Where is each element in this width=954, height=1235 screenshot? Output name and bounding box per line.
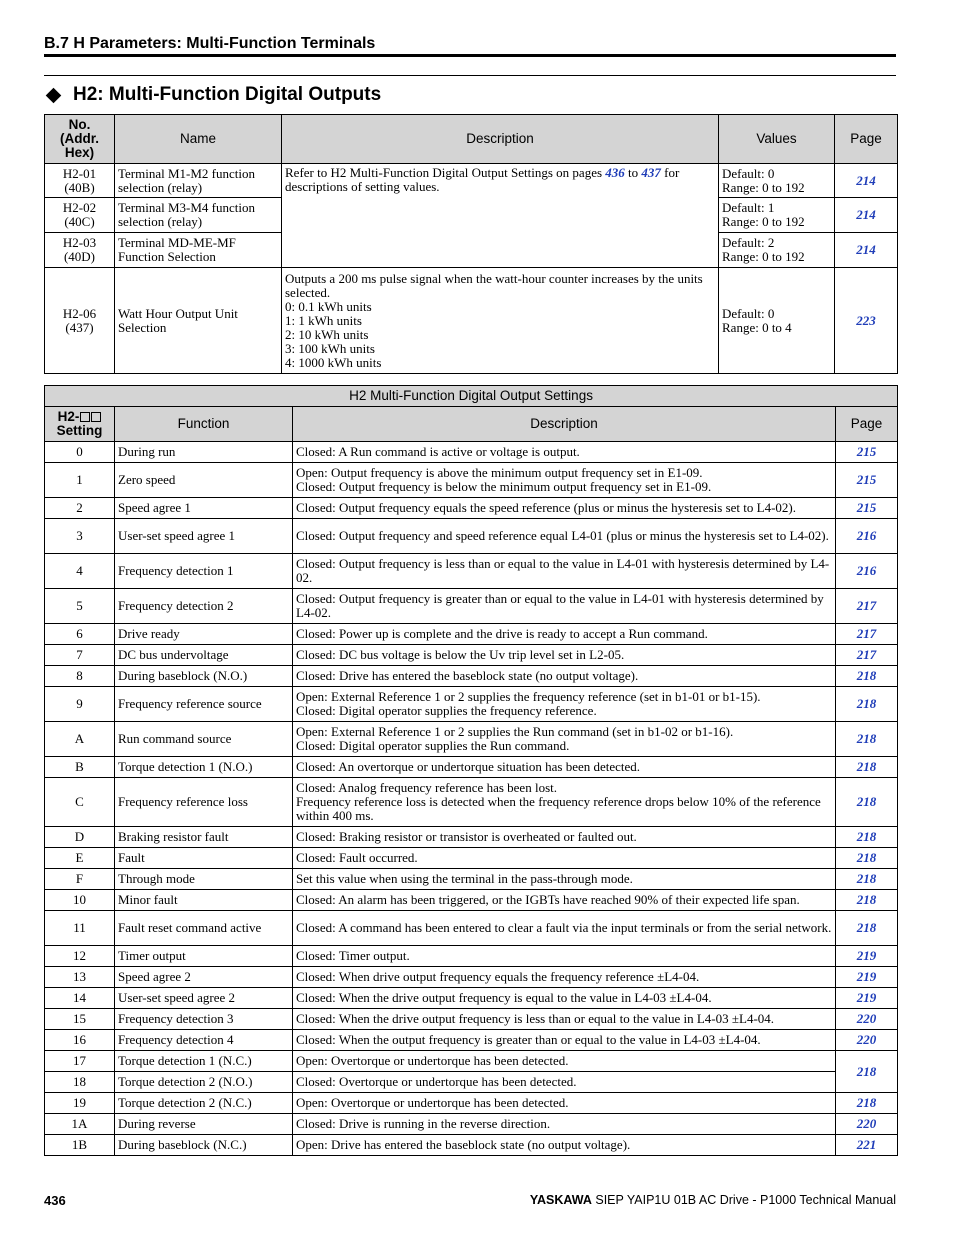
setting-description: Closed: Overtorque or undertorque has been detected. (293, 1072, 836, 1093)
col-function: Function (115, 407, 293, 442)
setting-value: 19 (45, 1093, 115, 1114)
table-row (45, 164, 898, 198)
function-name: Torque detection 1 (N.C.) (115, 1051, 293, 1072)
param-name: Terminal MD-ME-MF Function Selection (115, 233, 282, 268)
setting-value: 3 (45, 519, 115, 554)
param-name: Terminal M1-M2 function selection (relay) (115, 164, 282, 198)
function-name: Braking resistor fault (115, 827, 293, 848)
settings-table (44, 385, 898, 1156)
page-link[interactable]: 217 (836, 645, 898, 666)
page-link[interactable]: 214 (835, 198, 898, 233)
page-link[interactable]: 223 (835, 268, 898, 374)
page-link[interactable]: 215 (836, 498, 898, 519)
setting-value: 4 (45, 554, 115, 589)
function-name: Through mode (115, 869, 293, 890)
page-link[interactable]: 217 (836, 589, 898, 624)
function-name: User-set speed agree 1 (115, 519, 293, 554)
setting-value: 2 (45, 498, 115, 519)
function-name: Torque detection 1 (N.O.) (115, 757, 293, 778)
setting-value: 5 (45, 589, 115, 624)
page-link[interactable]: 221 (836, 1135, 898, 1156)
setting-description: Open: Drive has entered the baseblock state (no output voltage). (293, 1135, 836, 1156)
setting-description: Closed: Braking resistor or transistor is overheated or faulted out. (293, 827, 836, 848)
page-link[interactable]: 215 (836, 463, 898, 498)
page-link[interactable]: 218 (836, 778, 898, 827)
parameters-table (44, 114, 898, 374)
function-name: Run command source (115, 722, 293, 757)
table-row (45, 869, 898, 890)
function-name: User-set speed agree 2 (115, 988, 293, 1009)
table-row (45, 589, 898, 624)
table-row (45, 757, 898, 778)
col-page: Page (835, 115, 898, 164)
function-name: Fault (115, 848, 293, 869)
table-row (45, 554, 898, 589)
table-row (45, 687, 898, 722)
page-link[interactable]: 436 (605, 165, 625, 180)
setting-value: 16 (45, 1030, 115, 1051)
setting-value: 11 (45, 911, 115, 946)
function-name: Zero speed (115, 463, 293, 498)
page-link[interactable]: 219 (836, 946, 898, 967)
setting-value: 9 (45, 687, 115, 722)
diamond-bullet-icon (46, 87, 62, 103)
param-values: Default: 1 Range: 0 to 192 (719, 198, 835, 233)
col-no: No. (Addr. Hex) (45, 115, 115, 164)
table-row (45, 1030, 898, 1051)
function-name: Drive ready (115, 624, 293, 645)
setting-value: 8 (45, 666, 115, 687)
placeholder-box-icon (91, 412, 101, 422)
page-link[interactable]: 220 (836, 1114, 898, 1135)
function-name: Frequency reference source (115, 687, 293, 722)
function-name: Frequency detection 2 (115, 589, 293, 624)
setting-value: 0 (45, 442, 115, 463)
table-row (45, 890, 898, 911)
col-name: Name (115, 115, 282, 164)
table-row (45, 827, 898, 848)
page-link[interactable]: 218 (836, 722, 898, 757)
setting-value: 14 (45, 988, 115, 1009)
table-row (45, 268, 898, 374)
table-row (45, 666, 898, 687)
page-link[interactable]: 218 (836, 911, 898, 946)
header-rule-thin (44, 75, 896, 76)
setting-description: Closed: Analog frequency reference has been lost. Frequency reference loss is detected when the frequency reference drops below 10% of the reference within 400 ms. (293, 778, 836, 827)
table-row (45, 442, 898, 463)
page-link[interactable]: 214 (835, 233, 898, 268)
footer-manual-title (530, 1193, 896, 1207)
setting-value: 15 (45, 1009, 115, 1030)
function-name: During baseblock (N.C.) (115, 1135, 293, 1156)
function-name: Torque detection 2 (N.C.) (115, 1093, 293, 1114)
setting-value: 1 (45, 463, 115, 498)
page-link[interactable]: 217 (836, 624, 898, 645)
page-link[interactable]: 219 (836, 967, 898, 988)
param-number: H2-06 (437) (45, 268, 115, 374)
function-name: Timer output (115, 946, 293, 967)
page-link[interactable]: 216 (836, 519, 898, 554)
function-name: During run (115, 442, 293, 463)
setting-description: Closed: Timer output. (293, 946, 836, 967)
function-name: Speed agree 2 (115, 967, 293, 988)
setting-value: 18 (45, 1072, 115, 1093)
manual-name: SIEP YAIP1U 01B AC Drive - P1000 Technical Manual (591, 1193, 896, 1207)
table-row (45, 967, 898, 988)
table-row (45, 988, 898, 1009)
setting-value: D (45, 827, 115, 848)
param-description: Outputs a 200 ms pulse signal when the watt-hour counter increases by the units selected. 0: 0.1 kWh units 1: 1 kWh units 2: 10 kWh units 3: 100 kWh units 4: 1000 kWh units (282, 268, 719, 374)
param-number: H2-01 (40B) (45, 164, 115, 198)
page-link[interactable]: 219 (836, 988, 898, 1009)
brand-name: YASKAWA (529, 1193, 592, 1207)
page-link[interactable]: 220 (836, 1030, 898, 1051)
table-row (45, 498, 898, 519)
setting-value: 12 (45, 946, 115, 967)
param-values: Default: 2 Range: 0 to 192 (719, 233, 835, 268)
param-values: Default: 0 Range: 0 to 192 (719, 164, 835, 198)
setting-value: 7 (45, 645, 115, 666)
page-title (44, 82, 896, 108)
setting-value: 1A (45, 1114, 115, 1135)
col-values: Values (719, 115, 835, 164)
function-name: During baseblock (N.O.) (115, 666, 293, 687)
header-rule-thick (44, 54, 896, 57)
page-link[interactable]: 218 (836, 890, 898, 911)
section-header: B.7 H Parameters: Multi-Function Terminals (44, 35, 376, 52)
setting-description: Open: Overtorque or undertorque has been detected. (293, 1051, 836, 1072)
setting-description: Open: Output frequency is above the minimum output frequency set in E1-09. Closed: Output frequency is below the minimum output frequency set in E1-09. (293, 463, 836, 498)
setting-value: B (45, 757, 115, 778)
param-number: H2-03 (40D) (45, 233, 115, 268)
setting-description: Closed: When the output frequency is greater than or equal to the value in L4-03 ±L4-04. (293, 1030, 836, 1051)
table-row (45, 1093, 898, 1114)
function-name: Frequency detection 4 (115, 1030, 293, 1051)
settings-table-body (45, 442, 898, 1156)
param-name: Watt Hour Output Unit Selection (115, 268, 282, 374)
setting-description: Closed: When the drive output frequency is less than or equal to the value in L4-03 ±L4-04. (293, 1009, 836, 1030)
setting-description: Closed: An alarm has been triggered, or the IGBTs have reached 90% of their expected life span. (293, 890, 836, 911)
col-description: Description (282, 115, 719, 164)
setting-description: Closed: Drive has entered the baseblock state (no output voltage). (293, 666, 836, 687)
table-row (45, 722, 898, 757)
function-name: Minor fault (115, 890, 293, 911)
function-name: Fault reset command active (115, 911, 293, 946)
table-row (45, 519, 898, 554)
function-name: Frequency detection 1 (115, 554, 293, 589)
page-link[interactable]: 218 (836, 757, 898, 778)
setting-description: Closed: Output frequency and speed reference equal L4-01 (plus or minus the hysteresis set to L4-02). (293, 519, 836, 554)
setting-value: 1B (45, 1135, 115, 1156)
setting-description: Open: External Reference 1 or 2 supplies the frequency reference (set in b1-01 or b1-15). Closed: Digital operator supplies the frequency reference. (293, 687, 836, 722)
table-row (45, 1051, 898, 1072)
setting-value: F (45, 869, 115, 890)
setting-value: 6 (45, 624, 115, 645)
function-name: During reverse (115, 1114, 293, 1135)
table-row (45, 911, 898, 946)
page-title-text: H2: Multi-Function Digital Outputs (73, 84, 382, 105)
col-description: Description (293, 407, 836, 442)
table-row (45, 1135, 898, 1156)
table-row (45, 778, 898, 827)
page-link[interactable]: 215 (836, 442, 898, 463)
param-values: Default: 0 Range: 0 to 4 (719, 268, 835, 374)
setting-description: Closed: When drive output frequency equals the frequency reference ±L4-04. (293, 967, 836, 988)
setting-value: 17 (45, 1051, 115, 1072)
function-name: Frequency reference loss (115, 778, 293, 827)
page-link[interactable]: 218 (836, 827, 898, 848)
page-link[interactable]: 214 (835, 164, 898, 198)
table-row (45, 946, 898, 967)
setting-description: Closed: Output frequency equals the speed reference (plus or minus the hysteresis set to L4-02). (293, 498, 836, 519)
setting-value: E (45, 848, 115, 869)
page-link[interactable]: 437 (641, 165, 661, 180)
table-row (45, 624, 898, 645)
setting-description: Open: Overtorque or undertorque has been detected. (293, 1093, 836, 1114)
col-setting: H2- Setting (45, 407, 115, 442)
setting-description: Closed: When the drive output frequency is equal to the value in L4-03 ±L4-04. (293, 988, 836, 1009)
setting-description: Closed: DC bus voltage is below the Uv trip level set in L2-05. (293, 645, 836, 666)
setting-value: A (45, 722, 115, 757)
table-row (45, 1072, 898, 1093)
setting-description: Closed: Output frequency is greater than or equal to the value in L4-01 with hysteresis determined by L4-02. (293, 589, 836, 624)
setting-value: C (45, 778, 115, 827)
page-link[interactable]: 218 (836, 1093, 898, 1114)
setting-description: Open: External Reference 1 or 2 supplies the Run command (set in b1-02 or b1-16). Closed: Digital operator supplies the Run command. (293, 722, 836, 757)
param-shared-description: Refer to H2 Multi-Function Digital Output Settings on pages 436 to 437 for descriptions of setting values. (282, 164, 719, 268)
table-row (45, 848, 898, 869)
setting-value: 13 (45, 967, 115, 988)
table-row (45, 1114, 898, 1135)
setting-description: Closed: Power up is complete and the drive is ready to accept a Run command. (293, 624, 836, 645)
page-link[interactable]: 218 (836, 848, 898, 869)
setting-description: Closed: Drive is running in the reverse direction. (293, 1114, 836, 1135)
setting-description: Set this value when using the terminal in the pass-through mode. (293, 869, 836, 890)
page-link[interactable]: 216 (836, 554, 898, 589)
placeholder-box-icon (80, 412, 90, 422)
settings-table-title: H2 Multi-Function Digital Output Settings (45, 386, 898, 407)
table-row (45, 645, 898, 666)
page-link[interactable]: 220 (836, 1009, 898, 1030)
setting-value: 10 (45, 890, 115, 911)
table-row (45, 463, 898, 498)
setting-description: Closed: Output frequency is less than or equal to the value in L4-01 with hysteresis determined by L4-02. (293, 554, 836, 589)
page-link[interactable]: 218 (836, 687, 898, 722)
param-number: H2-02 (40C) (45, 198, 115, 233)
function-name: Torque detection 2 (N.O.) (115, 1072, 293, 1093)
footer-page-number: 436 (44, 1193, 66, 1208)
page-link[interactable]: 218 (836, 869, 898, 890)
function-name: Speed agree 1 (115, 498, 293, 519)
page-link[interactable]: 218 (836, 1051, 898, 1093)
setting-description: Closed: A command has been entered to clear a fault via the input terminals or from the serial network. (293, 911, 836, 946)
page-link[interactable]: 218 (836, 666, 898, 687)
setting-description: Closed: Fault occurred. (293, 848, 836, 869)
function-name: Frequency detection 3 (115, 1009, 293, 1030)
col-page: Page (836, 407, 898, 442)
setting-description: Closed: A Run command is active or voltage is output. (293, 442, 836, 463)
function-name: DC bus undervoltage (115, 645, 293, 666)
setting-description: Closed: An overtorque or undertorque situation has been detected. (293, 757, 836, 778)
table-row (45, 1009, 898, 1030)
param-name: Terminal M3-M4 function selection (relay) (115, 198, 282, 233)
